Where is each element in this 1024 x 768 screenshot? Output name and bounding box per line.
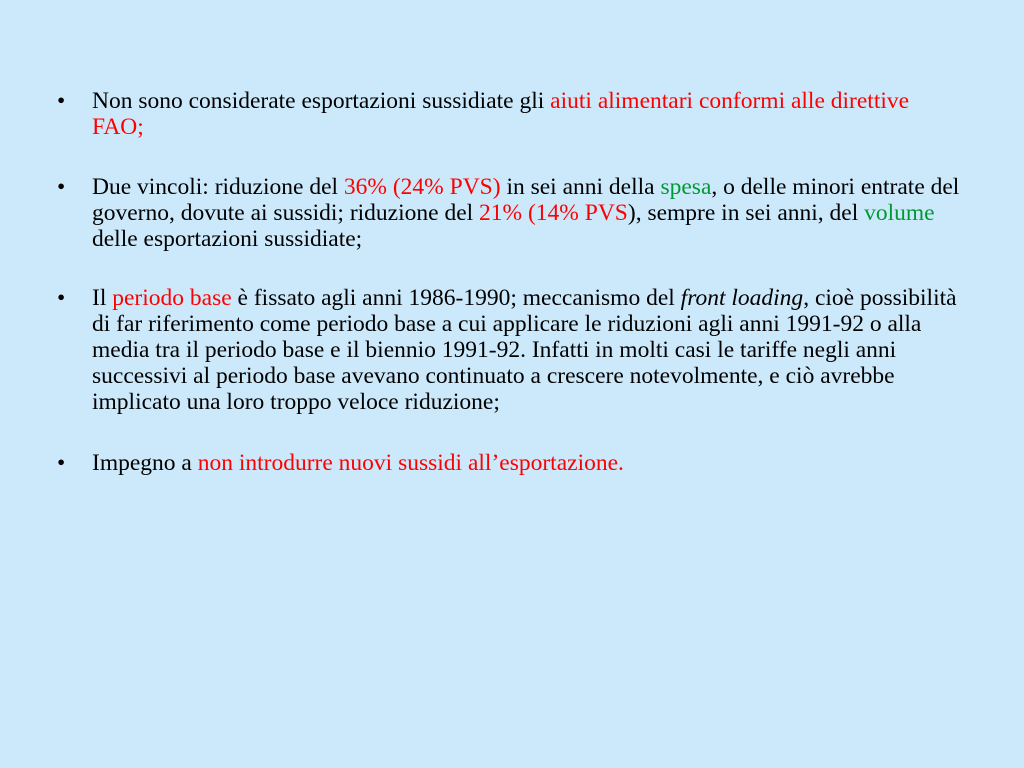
bullet-marker: • [57,174,66,200]
bullet-item [57,285,962,415]
bullet-text-segment: è fissato agli anni 1986-1990; meccanismo del [231,285,681,311]
bullet-marker: • [57,88,66,114]
bullet-item [57,174,962,252]
bullet-marker: • [57,450,66,476]
bullet-text-segment: in sei anni della [500,174,661,200]
bullet-text-segment: ), sempre in sei anni, del [627,200,865,226]
bullet-item [57,88,962,140]
bullet-text-segment: , cioè possibilità di far riferimento come periodo base a cui applicare le riduzioni agli anni 1991-92 o alla media tra il periodo base e il biennio 1991-92. Infatti in molti casi le tariffe negli anni successivi al periodo base avevano continuato a crescere notevolmente, e ciò avrebbe implicato una loro troppo veloce riduzione; [92,285,957,415]
bullet-text-segment: Non sono considerate esportazioni sussidiate gli [92,88,551,114]
italic-term-text: front loading [680,285,804,311]
bullet-text-segment: , o delle minori entrate del governo, dovute ai sussidi; riduzione del [92,174,960,226]
highlight-green-text: spesa [660,174,712,200]
highlight-red-text: aiuti alimentari conformi alle direttive FAO; [92,88,910,140]
bullet-text-segment: Il [92,285,113,311]
bullet-marker: • [57,285,66,311]
highlight-red-text: non introdurre nuovi sussidi all’esportazione. [197,450,624,476]
bullet-text-segment: Due vincoli: riduzione del [92,174,344,200]
highlight-red-text: periodo base [112,285,232,311]
highlight-green-text: volume [864,200,935,226]
highlight-red-text: 36% (24% PVS) [343,174,501,200]
highlight-red-text: 21% (14% PVS [479,200,628,226]
bullet-list [57,88,962,510]
bullet-text-segment: Impegno a [92,450,198,476]
bullet-text-segment: delle esportazioni sussidiate; [92,226,363,252]
bullet-item [57,450,962,476]
